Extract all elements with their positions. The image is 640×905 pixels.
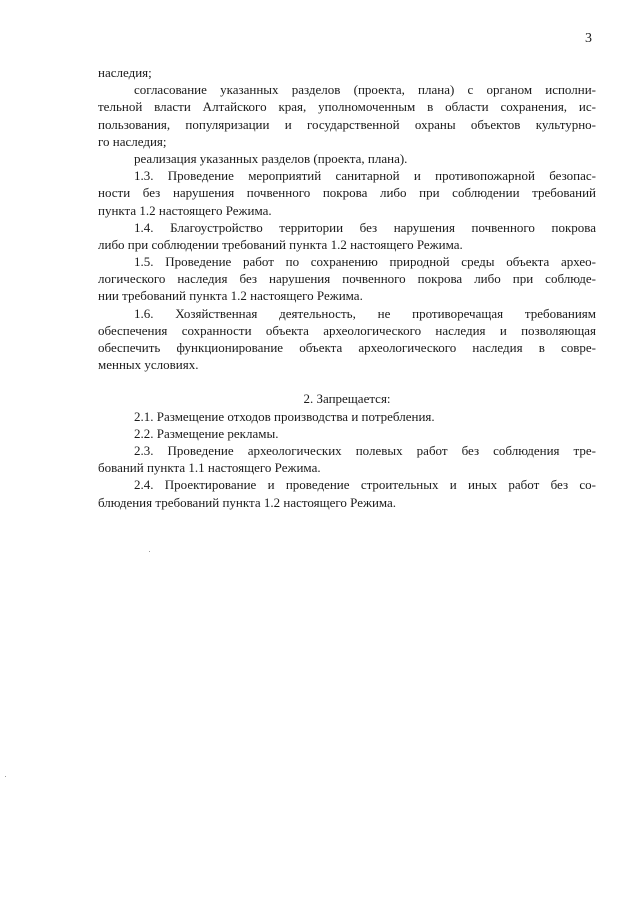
text-line: 2.4. Проектирование и проведение строительных и иных работ без со-	[134, 477, 596, 493]
text-line: пользования, популяризации и государственной охраны объектов культурно-	[98, 116, 596, 132]
text-line: обеспечения сохранности объекта археологического наследия и позволяющая	[98, 322, 596, 338]
text-line: 1.6. Хозяйственная деятельность, не противоречащая требованиям	[134, 305, 596, 321]
text-line: ности без нарушения почвенного покрова либо при соблюдении требований	[98, 185, 596, 201]
text-line: 1.4. Благоустройство территории без нарушения почвенного покрова	[134, 219, 596, 235]
text-line: либо при соблюдении требований пункта 1.2 настоящего Режима.	[98, 236, 463, 252]
text-line: реализация указанных разделов (проекта, плана).	[134, 150, 408, 166]
text-line: блюдения требований пункта 1.2 настоящего Режима.	[98, 494, 397, 510]
section-heading: 2. Запрещается:	[303, 391, 391, 407]
document-body	[98, 64, 596, 511]
paragraph-gap	[98, 373, 596, 390]
text-line: 2.2. Размещение рекламы.	[134, 425, 279, 441]
text-line: тельной власти Алтайского края, уполномоченным в области сохранения, ис-	[98, 99, 596, 115]
text-line: логического наследия без нарушения почвенного покрова либо при соблюде-	[98, 271, 596, 287]
page-number: 3	[585, 31, 592, 46]
text-line: 2.1. Размещение отходов производства и потребления.	[134, 408, 435, 424]
scan-speck	[5, 776, 6, 777]
text-line: обеспечить функционирование объекта археологического наследия в совре-	[98, 340, 596, 355]
text-line: 1.5. Проведение работ по сохранению природной среды объекта архео-	[134, 254, 596, 270]
text-line: согласование указанных разделов (проекта, плана) с органом исполни-	[134, 82, 596, 98]
text-line: менных условиях.	[98, 357, 199, 373]
text-line: бований пункта 1.1 настоящего Режима.	[98, 460, 321, 476]
text-line: го наследия;	[98, 133, 167, 149]
text-line: нии требований пункта 1.2 настоящего Режима.	[98, 288, 363, 304]
text-line: наследия;	[98, 65, 152, 80]
text-line: пункта 1.2 настоящего Режима.	[98, 202, 272, 218]
scan-speck	[149, 551, 150, 552]
text-line: 1.3. Проведение мероприятий санитарной и противопожарной безопас-	[134, 168, 596, 184]
text-line: 2.3. Проведение археологических полевых работ без соблюдения тре-	[134, 442, 596, 458]
